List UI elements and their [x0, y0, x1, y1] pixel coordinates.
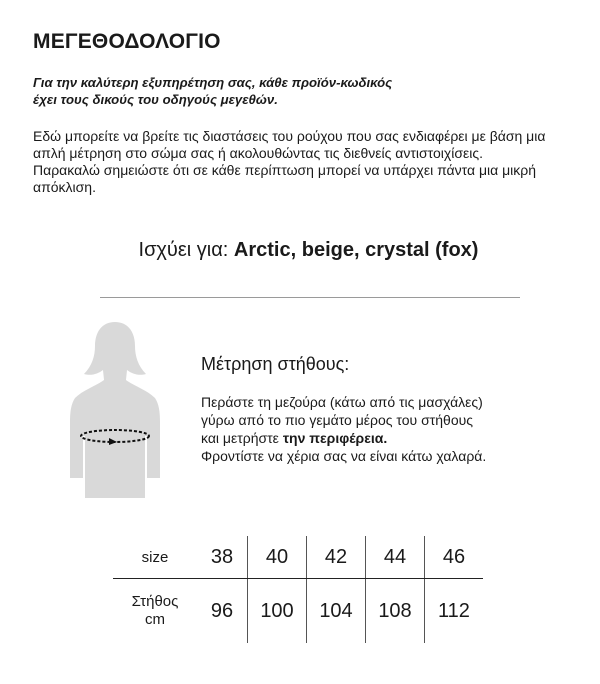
description	[33, 128, 578, 196]
measurement-line-2: γύρω από το πιο γεμάτο μέρος του στήθους	[201, 412, 474, 428]
measurement-line-3-bold: την περιφέρεια.	[282, 430, 388, 446]
measurement-line-3-prefix: και μετρήστε	[201, 430, 283, 446]
chest-cell: 112	[438, 599, 470, 622]
table-row-sizes	[113, 536, 483, 579]
table-row-chest	[113, 579, 483, 644]
size-header-cell: size	[113, 536, 197, 579]
applies-to-line	[0, 239, 600, 262]
size-cell: 46	[425, 536, 484, 579]
applies-products: Arctic, beige, crystal (fox)	[233, 239, 479, 261]
silhouette-shape	[70, 322, 160, 498]
measurement-line-3	[201, 429, 561, 447]
size-chart-table	[113, 536, 483, 643]
applies-prefix: Ισχύει για:	[138, 239, 229, 261]
size-cell: 42	[307, 536, 366, 579]
measurement-line-4: Φροντίστε να χέρια σας να είναι κάτω χαλαρά.	[201, 448, 487, 464]
chest-header-unit: cm	[145, 611, 165, 628]
chest-cell: 100	[248, 579, 307, 644]
size-cell: 44	[366, 536, 425, 579]
page-title: ΜΕΓΕΘΟΔΟΛΟΓΙΟ	[33, 30, 221, 53]
measurement-heading: Μέτρηση στήθους:	[201, 354, 350, 374]
chest-header-cell	[113, 579, 197, 644]
body-silhouette-illustration	[65, 318, 165, 498]
chest-cell: 104	[307, 579, 366, 644]
description-paragraph-1: Εδώ μπορείτε να βρείτε τις διαστάσεις του ρούχου που σας ενδιαφέρει με βάση μια απλή μέτρηση στο σώμα σας ή ακολουθώντας τις διεθνείς αντιστοιχίσεις.	[33, 128, 546, 161]
chest-cell: 96	[197, 579, 248, 644]
intro-line-2: έχει τους δικούς του οδηγούς μεγεθών.	[33, 92, 278, 107]
intro-text	[33, 74, 573, 108]
size-cell: 38	[197, 536, 248, 579]
chest-header-label: Στήθος	[131, 593, 179, 610]
divider	[100, 297, 520, 298]
description-paragraph-2: Παρακαλώ σημειώστε ότι σε κάθε περίπτωση μπορεί να υπάρχει πάντα μια μικρή απόκλιση.	[33, 162, 537, 195]
chest-cell: 108	[366, 579, 425, 644]
intro-line-1: Για την καλύτερη εξυπηρέτηση σας, κάθε προϊόν-κωδικός	[33, 75, 393, 90]
measurement-line-1: Περάστε τη μεζούρα (κάτω από τις μασχάλες)	[201, 394, 483, 410]
measurement-instructions	[201, 393, 561, 465]
size-cell: 40	[248, 536, 307, 579]
